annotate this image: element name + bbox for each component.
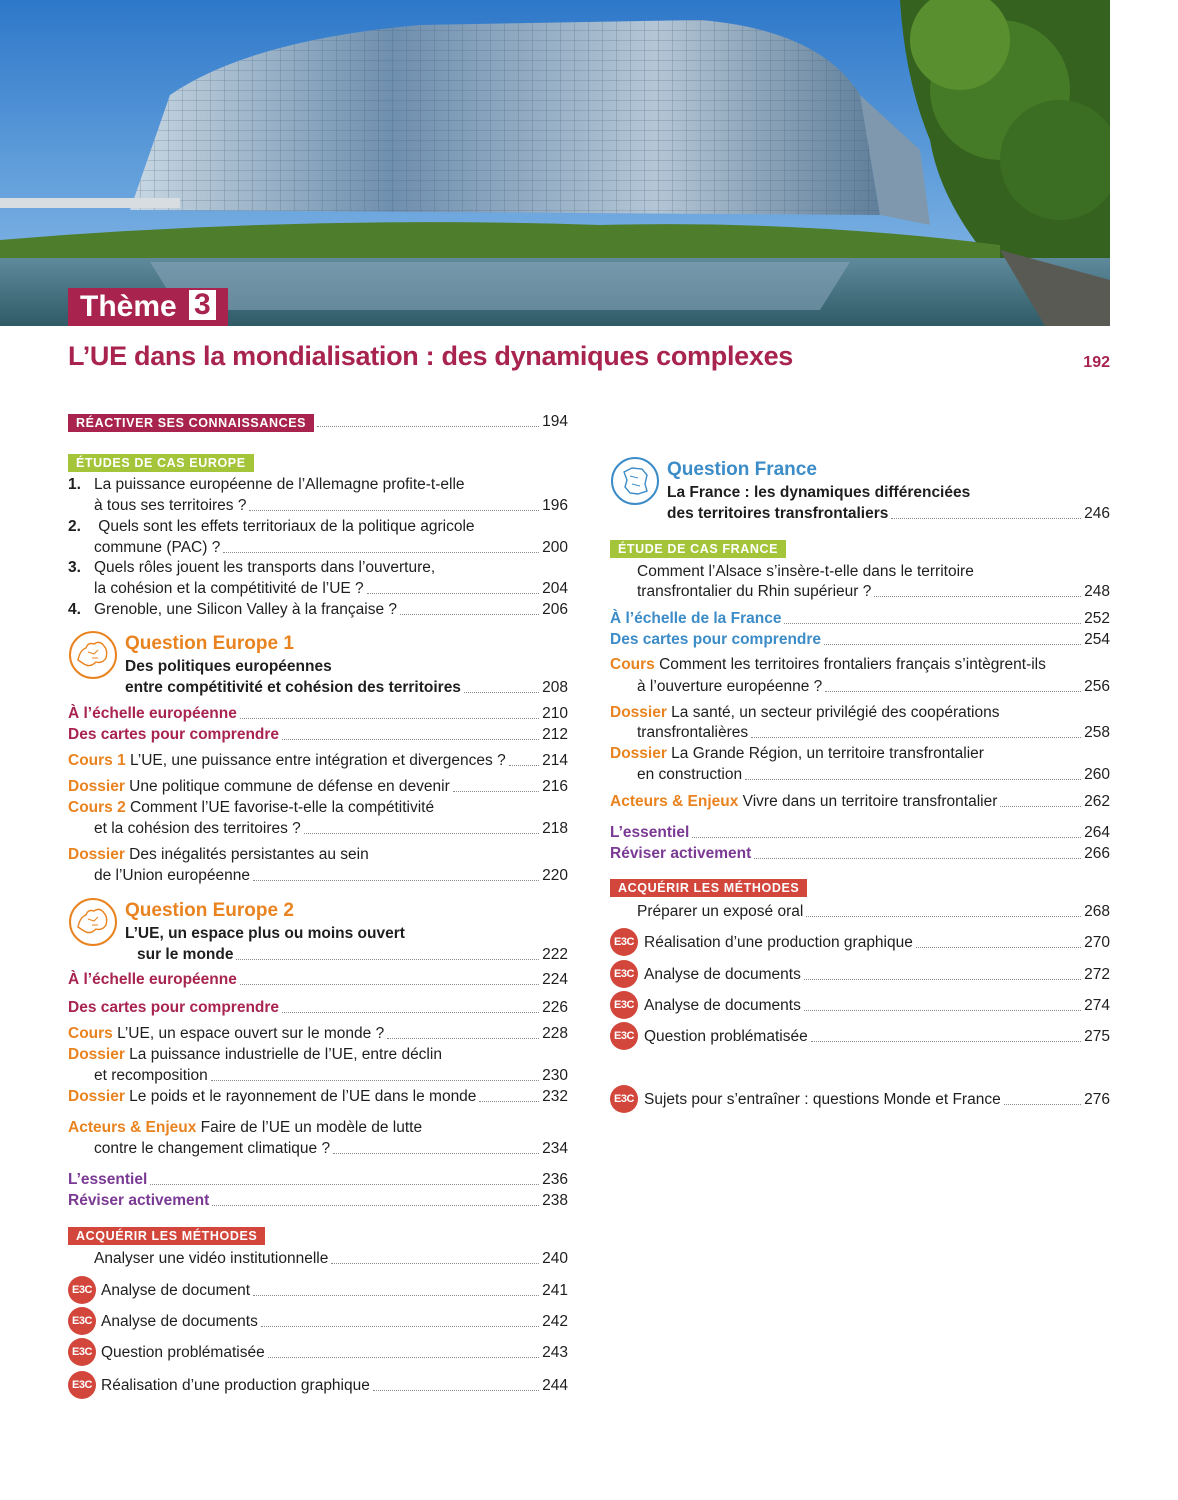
question-france-title[interactable]: Question France xyxy=(667,459,817,480)
toc-entry-cours-frontaliers-line1[interactable]: Cours Comment les territoires frontaliers français s’intègrent-ils xyxy=(610,656,1046,673)
e3c-badge: E3C xyxy=(610,1022,638,1050)
e3c-badge: E3C xyxy=(68,1276,96,1304)
toc-entry-echelle-france[interactable]: À l’échelle de la France 252 xyxy=(610,610,1110,627)
section-label-methodes-france: ACQUÉRIR LES MÉTHODES xyxy=(610,879,807,897)
toc-entry-essentiel[interactable]: L’essentiel 236 xyxy=(68,1171,568,1188)
toc-entry-cartes[interactable]: Des cartes pour comprendre 212 xyxy=(68,726,568,743)
question-europe-2-title[interactable]: Question Europe 2 xyxy=(125,900,294,921)
toc-entry-acteurs-climat[interactable]: contre le changement climatique ? 234 xyxy=(94,1140,568,1157)
toc-entry-production-graphique[interactable]: Réalisation d’une production graphique 244 xyxy=(101,1377,568,1394)
toc-entry-dossier-grande-region-line1[interactable]: Dossier La Grande Région, un territoire transfrontalier xyxy=(610,745,984,762)
toc-entry-analyse-document[interactable]: Analyse de document 241 xyxy=(101,1282,568,1299)
section-label-methodes: ACQUÉRIR LES MÉTHODES xyxy=(68,1227,265,1245)
toc-entry-dossier-inegalites[interactable]: de l’Union européenne 220 xyxy=(94,867,568,884)
toc-entry-alsace-line1[interactable]: Comment l’Alsace s’insère-t-elle dans le territoire xyxy=(637,563,974,580)
e3c-badge: E3C xyxy=(68,1307,96,1335)
toc-entry-cours-2-line1[interactable]: Cours 2 Comment l’UE favorise-t-elle la compétitivité xyxy=(68,799,435,816)
question-europe-1-subtitle: Des politiques européennes xyxy=(125,658,332,675)
section-label-reactiver: RÉACTIVER SES CONNAISSANCES xyxy=(68,414,314,432)
toc-entry-etude-2[interactable]: commune (PAC) ? 200 xyxy=(94,539,568,556)
toc-entry-question-problematisee[interactable]: Question problématisée 243 xyxy=(101,1344,568,1361)
toc-entry-cours-ouvert[interactable]: Cours L’UE, un espace ouvert sur le monde ? 228 xyxy=(68,1025,568,1042)
toc-entry-cartes-france[interactable]: Des cartes pour comprendre 254 xyxy=(610,631,1110,648)
theme-number: 3 xyxy=(189,290,216,320)
toc-entry-sujets[interactable]: Sujets pour s’entraîner : questions Monde et France 276 xyxy=(644,1091,1110,1108)
europe-map-icon xyxy=(68,630,118,680)
toc-entry-question-europe-2[interactable]: sur le monde 222 xyxy=(137,946,568,963)
toc-entry-cartes-2[interactable]: Des cartes pour comprendre 226 xyxy=(68,999,568,1016)
toc-entry-etude-3-line1[interactable]: 3. Quels rôles jouent les transports dans l’ouverture, xyxy=(68,559,436,576)
toc-entry-cours-2[interactable]: et la cohésion des territoires ? 218 xyxy=(94,820,568,837)
europe-map-icon xyxy=(68,897,118,947)
toc-entry-dossier-sante[interactable]: transfrontalières 258 xyxy=(637,724,1110,741)
e3c-badge: E3C xyxy=(68,1371,96,1399)
e3c-badge: E3C xyxy=(610,928,638,956)
toc-entry-etude-1-line1[interactable]: 1. La puissance européenne de l’Allemagne profite-t-elle xyxy=(68,476,465,493)
toc-entry-dossier-inegalites-line1[interactable]: Dossier Des inégalités persistantes au sein xyxy=(68,846,369,863)
toc-entry-alsace[interactable]: transfrontalier du Rhin supérieur ? 248 xyxy=(637,583,1110,600)
toc-entry-question-france[interactable]: des territoires transfrontaliers 246 xyxy=(667,505,1110,522)
toc-entry-analyse-documents[interactable]: Analyse de documents 242 xyxy=(101,1313,568,1330)
toc-entry-dossier-defense[interactable]: Dossier Une politique commune de défense en devenir 216 xyxy=(68,778,568,795)
question-europe-1-title[interactable]: Question Europe 1 xyxy=(125,633,294,654)
theme-badge xyxy=(68,288,228,326)
hero-photo-european-parliament xyxy=(0,0,1110,326)
toc-entry-reactiver[interactable] xyxy=(68,411,568,432)
e3c-badge: E3C xyxy=(610,1085,638,1113)
question-france-subtitle: La France : les dynamiques différenciées xyxy=(667,484,971,501)
e3c-badge: E3C xyxy=(610,960,638,988)
toc-entry-echelle-europeenne[interactable]: À l’échelle européenne 210 xyxy=(68,705,568,722)
theme-label: Thème xyxy=(80,290,177,323)
toc-entry-production-graphique-france[interactable]: Réalisation d’une production graphique 270 xyxy=(644,934,1110,951)
toc-entry-dossier-sante-line1[interactable]: Dossier La santé, un secteur privilégié des coopérations xyxy=(610,704,1000,721)
toc-entry-echelle-europeenne-2[interactable]: À l’échelle européenne 224 xyxy=(68,971,568,988)
toc-entry-etude-2-line1[interactable]: 2. Quels sont les effets territoriaux de la politique agricole xyxy=(68,518,475,535)
toc-entry-essentiel-france[interactable]: L’essentiel 264 xyxy=(610,824,1110,841)
toc-entry-dossier-industrielle-line1[interactable]: Dossier La puissance industrielle de l’UE, entre déclin xyxy=(68,1046,442,1063)
question-europe-2-subtitle: L’UE, un espace plus ou moins ouvert xyxy=(125,925,405,942)
toc-entry-dossier-grande-region[interactable]: en construction 260 xyxy=(637,766,1110,783)
france-map-icon xyxy=(610,456,660,506)
toc-entry-acteurs-climat-line1[interactable]: Acteurs & Enjeux Faire de l’UE un modèle de lutte xyxy=(68,1119,423,1136)
toc-entry-etude-4[interactable]: 4. Grenoble, une Silicon Valley à la française ? 206 xyxy=(68,601,568,618)
section-label-etude-france: ÉTUDE DE CAS FRANCE xyxy=(610,540,786,558)
toc-entry-cours-frontaliers[interactable]: à l’ouverture européenne ? 256 xyxy=(637,678,1110,695)
toc-entry-question-problematisee-france[interactable]: Question problématisée 275 xyxy=(644,1028,1110,1045)
toc-entry-dossier-rayonnement[interactable]: Dossier Le poids et le rayonnement de l’UE dans le monde 232 xyxy=(68,1088,568,1105)
e3c-badge: E3C xyxy=(610,991,638,1019)
toc-entry-reviser[interactable]: Réviser activement 238 xyxy=(68,1192,568,1209)
toc-entry-analyse-documents-274[interactable]: Analyse de documents 274 xyxy=(644,997,1110,1014)
toc-entry-dossier-industrielle[interactable]: et recomposition 230 xyxy=(94,1067,568,1084)
toc-entry-acteurs-transfrontalier[interactable]: Acteurs & Enjeux Vivre dans un territoire transfrontalier 262 xyxy=(610,793,1110,810)
toc-entry-etude-3[interactable]: la cohésion et la compétitivité de l’UE ? 204 xyxy=(94,580,568,597)
toc-entry-video[interactable]: Analyser une vidéo institutionnelle 240 xyxy=(94,1250,568,1267)
e3c-badge: E3C xyxy=(68,1338,96,1366)
theme-title: L’UE dans la mondialisation : des dynamiques complexes xyxy=(68,341,794,371)
toc-entry-expose-oral[interactable]: Préparer un exposé oral 268 xyxy=(637,903,1110,920)
toc-entry-etude-1[interactable]: à tous ses territoires ? 196 xyxy=(94,497,568,514)
toc-entry-question-europe-1[interactable]: entre compétitivité et cohésion des territoires 208 xyxy=(125,679,568,696)
section-label-etudes-europe: ÉTUDES DE CAS EUROPE xyxy=(68,454,254,472)
toc-entry-cours-1[interactable]: Cours 1 L’UE, une puissance entre intégration et divergences ? 214 xyxy=(68,752,568,769)
theme-page-number: 192 xyxy=(1083,354,1110,371)
toc-entry-reviser-france[interactable]: Réviser activement 266 xyxy=(610,845,1110,862)
page-number: 194 xyxy=(542,413,568,430)
toc-entry-analyse-documents-272[interactable]: Analyse de documents 272 xyxy=(644,966,1110,983)
